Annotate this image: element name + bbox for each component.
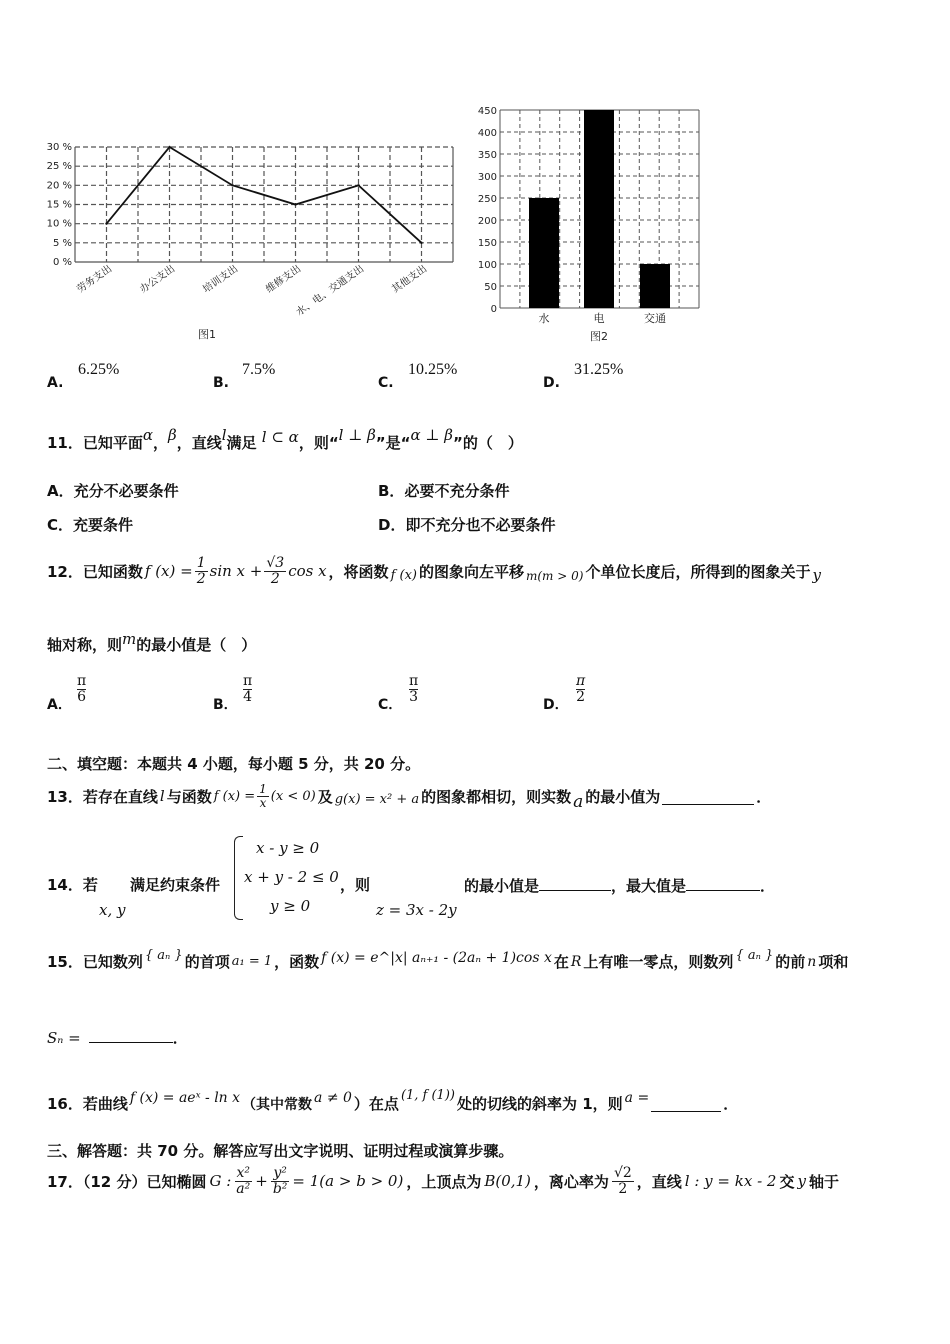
data-point (231, 184, 233, 186)
x-tick-label: 交通 (644, 312, 666, 325)
q12-option-b-letter: B． (213, 697, 238, 713)
y-tick-label: 150 (477, 238, 497, 249)
y-tick-label: 100 (477, 260, 497, 271)
x-tick-label: 劳务支出 (75, 263, 115, 296)
q12-options (47, 674, 667, 718)
y-tick-label: 250 (477, 194, 497, 205)
q11-l: l (221, 426, 227, 444)
y-tick-label: 350 (477, 150, 497, 161)
y-tick-label: 450 (477, 106, 497, 117)
q12-half-fraction: $\frac{1}{2}$ (196, 555, 206, 587)
data-point (168, 146, 170, 148)
q11-text-then: ，则“ (298, 434, 339, 452)
q14-brace (234, 836, 243, 920)
q13-cond: (x < 0) (270, 788, 316, 804)
x-tick-label: 办公支出 (138, 263, 178, 296)
data-point (105, 222, 107, 224)
q12-stem (47, 556, 821, 586)
q14-z: z = 3x - 2y (376, 901, 457, 919)
q14-xy: x, y (99, 901, 126, 919)
q12-sin: sin x + (209, 562, 263, 581)
x-tick-label: 水 (538, 312, 550, 325)
q11-perp1: l ⊥ β (338, 426, 376, 444)
y-tick-label: 5 % (52, 237, 72, 249)
q15-a1: a₁ = 1 (231, 954, 273, 969)
q12-text-4: 个单位长度后，所得到的图象关于 (585, 562, 811, 581)
q11-condition: l ⊂ α (261, 428, 299, 446)
q16-cond: a ≠ 0 (314, 1089, 352, 1106)
q12-option-a-value: $\frac{\pi}{6}$ (77, 673, 87, 705)
data-point (357, 184, 359, 186)
y-tick-label: 20 % (46, 180, 72, 192)
y-tick-label: 10 % (46, 218, 72, 230)
q17-eq: = 1(a > b > 0) (292, 1172, 404, 1191)
q10-option-a-value: 6.25% (78, 361, 120, 378)
y-tick-label: 300 (477, 172, 497, 183)
q17-ecc-fraction: $\frac{√2}{2}$ (613, 1165, 632, 1197)
q15-R: R (570, 953, 582, 970)
q12-cos: cos x (288, 562, 327, 581)
q15-n: n (807, 953, 817, 970)
q15-fx: f (x) = e^|x| aₙ₊₁ - (2aₙ + 1)cos x (321, 949, 552, 966)
q14-max-blank[interactable] (686, 874, 760, 891)
q11-option-c: C．充要条件 (47, 516, 134, 534)
q12-text: 12．已知函数 (47, 562, 143, 581)
q17-y: y (797, 1172, 806, 1191)
q12-line2: 轴对称，则m的最小值是（ ） (47, 630, 257, 654)
data-point (420, 242, 422, 244)
q11-beta: β (168, 426, 177, 444)
q12-option-c-letter: C． (378, 697, 403, 713)
q13-fraction: $\frac{1}{x}$ (259, 782, 267, 810)
y-tick-label: 50 (484, 282, 497, 293)
q17-line: l : y = kx - 2 (684, 1172, 777, 1191)
bar-chart-fig2 (470, 100, 710, 350)
q11-comma: ， (153, 434, 169, 452)
y-tick-label: 400 (477, 128, 497, 139)
q14-constraint-2: x + y - 2 ≤ 0 (244, 868, 339, 886)
q13-gx: g(x) = x² + a (334, 791, 420, 807)
y-tick-label: 30 % (46, 142, 72, 153)
q11-option-a: A．充分不必要条件 (47, 482, 179, 500)
q14-min-blank[interactable] (539, 874, 611, 891)
q16-answer-blank[interactable] (651, 1095, 721, 1112)
q13-l: l (159, 787, 165, 806)
q17-stem: 17．（12 分）已知椭圆 G : $\frac{\text{x²}}{\text{a²}}$ + $\frac{\text{y²}}{\text{b²}}$ = 1(a > b > 0) ，上顶点为 B(0,1) ，离心率为 $\frac{√2}{2}$ ，直线 l : y = kx - 2 交 y 轴于 (47, 1165, 839, 1197)
q15-answer-blank[interactable] (89, 1026, 173, 1043)
q12-option-a-letter: A． (47, 697, 72, 713)
line-chart-fig1 (40, 130, 470, 350)
chart-caption: 图2 (590, 330, 608, 343)
q10-option-b-value: 7.5% (242, 361, 276, 378)
q15-an: { aₙ } (144, 948, 183, 963)
q10-option-d-letter: D. (543, 375, 560, 391)
y-tick-label: 200 (477, 216, 497, 227)
q14-tail: 的最小值是 ，最大值是 ． (464, 874, 775, 896)
y-tick-label: 0 % (52, 257, 72, 268)
data-point (294, 203, 296, 205)
q11-text: 11．已知平面 (47, 434, 143, 452)
q10-option-d-value: 31.25% (574, 361, 624, 378)
q17-plus: + (255, 1172, 268, 1191)
q11-text-end: ”的（ ） (452, 434, 523, 452)
q12-sqrt3-fraction: $\frac{√3}{2}$ (266, 555, 285, 587)
q12-fx: f (x) = (144, 562, 193, 581)
q12-option-b-value: $\frac{\pi}{4}$ (243, 673, 253, 705)
q12-option-d-value: $\frac{\pi}{2}$ (576, 673, 586, 705)
q11-alpha: α (142, 426, 154, 444)
q11-option-d: D．即不充分也不必要条件 (378, 516, 556, 534)
q11-perp2: α ⊥ β (410, 426, 453, 444)
section3-heading: 三、解答题：共 70 分。解答应写出文字说明、证明过程或演算步骤。 (47, 1142, 514, 1160)
q11-text-line: ，直线 (176, 434, 222, 452)
q17-x-fraction: $\frac{\text{x²}}{\text{a²}}$ (236, 1165, 251, 1197)
q15-an2: { aₙ } (735, 948, 774, 963)
bar (529, 198, 559, 308)
q13-stem: 13．若存在直线 l 与函数 f (x) = $\frac{1}{x}$ (x < 0) 及 g(x) = x² + a 的图象都相切，则实数 a 的最小值为 ． (47, 782, 772, 813)
q10-option-b-letter: B. (213, 375, 229, 391)
bar (640, 264, 670, 308)
y-tick-label: 0 (490, 304, 497, 315)
q12-y: y (812, 566, 821, 585)
y-tick-label: 25 % (46, 161, 72, 173)
chart-caption: 图1 (198, 328, 216, 341)
q10-option-a-letter: A. (47, 375, 64, 391)
y-tick-label: 15 % (46, 199, 72, 211)
x-tick-label: 水、电、交通支出 (294, 263, 367, 319)
q14-constraint-text: 满足约束条件 (130, 876, 221, 894)
x-tick-label: 电 (593, 312, 605, 325)
q12-option-c-value: $\frac{\pi}{3}$ (409, 673, 419, 705)
q15-Sn: Sₙ = (47, 1029, 81, 1047)
q15-sum-line: Sₙ = ． (47, 1026, 188, 1048)
q16-stem: 16．若曲线 f (x) = aeˣ - ln x （其中常数 a ≠ 0 ）在点 (1, f (1)) 处的切线的斜率为 1，则 a = ． (47, 1088, 739, 1113)
q14-then: ，则 (340, 876, 371, 894)
q14-constraint-1: x - y ≥ 0 (256, 839, 320, 857)
x-tick-label: 培训支出 (201, 263, 241, 296)
q17-B: B(0,1) (484, 1172, 531, 1191)
q11-option-b: B．必要不充分条件 (378, 482, 510, 500)
x-tick-label: 其他支出 (390, 263, 430, 296)
q12-option-d-letter: D． (543, 697, 569, 713)
x-tick-label: 维修支出 (264, 263, 304, 296)
q14-prefix: 14．若 (47, 876, 98, 894)
q17-y-fraction: $\frac{\text{y²}}{\text{b²}}$ (272, 1165, 288, 1197)
q16-a: a = (624, 1089, 650, 1106)
q13-answer-blank[interactable] (662, 788, 754, 805)
q10-option-c-letter: C. (378, 375, 394, 391)
q12-text-3: 的图象向左平移 (418, 562, 524, 581)
q12-m: m(m > 0) (526, 569, 584, 584)
q13-fx: f (x) = (213, 788, 256, 804)
section2-heading: 二、填空题：本题共 4 小题，每小题 5 分，共 20 分。 (47, 755, 421, 773)
q17-G: G : (209, 1172, 232, 1191)
q12-text-2: ，将函数 (328, 562, 389, 581)
q16-fx: f (x) = aeˣ - ln x (129, 1089, 241, 1106)
q14-constraint-3: y ≥ 0 (270, 897, 311, 915)
q10-option-c-value: 10.25% (408, 361, 458, 378)
bar (584, 110, 614, 308)
q16-point: (1, f (1)) (400, 1088, 455, 1103)
q13-a: a (573, 792, 584, 813)
q11-text-is: ”是“ (375, 434, 411, 452)
q12-fx2: f (x) (390, 567, 417, 583)
q15-stem: 15．已知数列 { aₙ } 的首项 a₁ = 1 ，函数 f (x) = e^|x| aₙ₊₁ - (2aₙ + 1)cos x 在 R 上有唯一零点，则数列 { aₙ } 的前 n 项和 (47, 948, 849, 971)
q11-stem (47, 426, 523, 453)
q11-text-satisfy: 满足 (226, 434, 257, 452)
